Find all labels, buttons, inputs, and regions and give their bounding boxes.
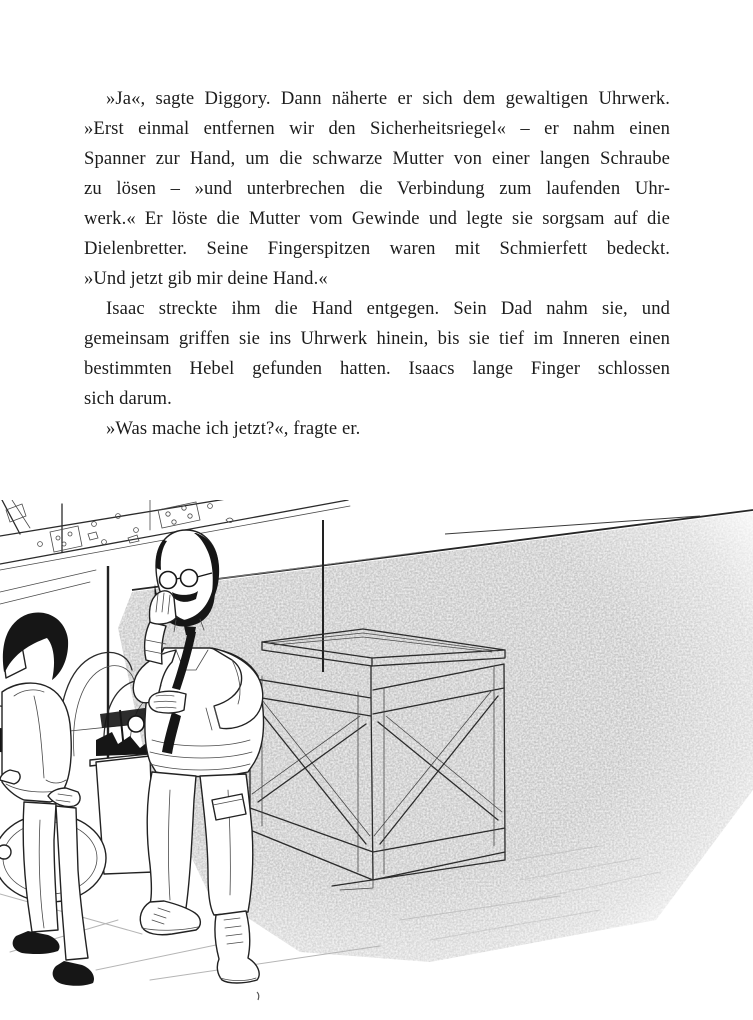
text-line: zu lösen – »und unterbrechen die Verbindung zum laufenden Uhr- (84, 178, 670, 199)
paragraph-2 (84, 294, 670, 414)
ink-speck (257, 992, 259, 1000)
paragraph-3 (84, 414, 670, 444)
text-line: »Erst einmal entfernen wir den Sicherheitsriegel« – er nahm einen (84, 118, 670, 139)
text-line: bestimmten Hebel gefunden hatten. Isaacs lange Finger schlossen (84, 358, 670, 379)
text-line: »Ja«, sagte Diggory. Dann näherte er sich dem gewaltigen Uhrwerk. (106, 88, 670, 109)
isaac-figure (0, 612, 94, 985)
text-line: sich darum. (84, 388, 172, 409)
page-text (84, 84, 670, 444)
paragraph-1 (84, 84, 670, 294)
text-line: Dielenbretter. Seine Fingerspitzen waren mit Schmierfett bedeckt. (84, 238, 670, 259)
text-line: gemeinsam griffen sie ins Uhrwerk hinein, bis sie tief im Inneren einen (84, 328, 670, 349)
text-line: »Und jetzt gib mir deine Hand.« (84, 268, 328, 289)
workshop-illustration-svg (0, 500, 753, 1020)
text-line: »Was mache ich jetzt?«, fragte er. (106, 418, 361, 439)
text-line: Isaac streckte ihm die Hand entgegen. Sein Dad nahm sie, und (106, 298, 670, 319)
workshop-illustration (0, 500, 753, 1020)
text-line: Spanner zur Hand, um die schwarze Mutter von einer langen Schraube (84, 148, 670, 169)
text-line: werk.« Er löste die Mutter vom Gewinde und legte sie sorgsam auf die (84, 208, 670, 229)
